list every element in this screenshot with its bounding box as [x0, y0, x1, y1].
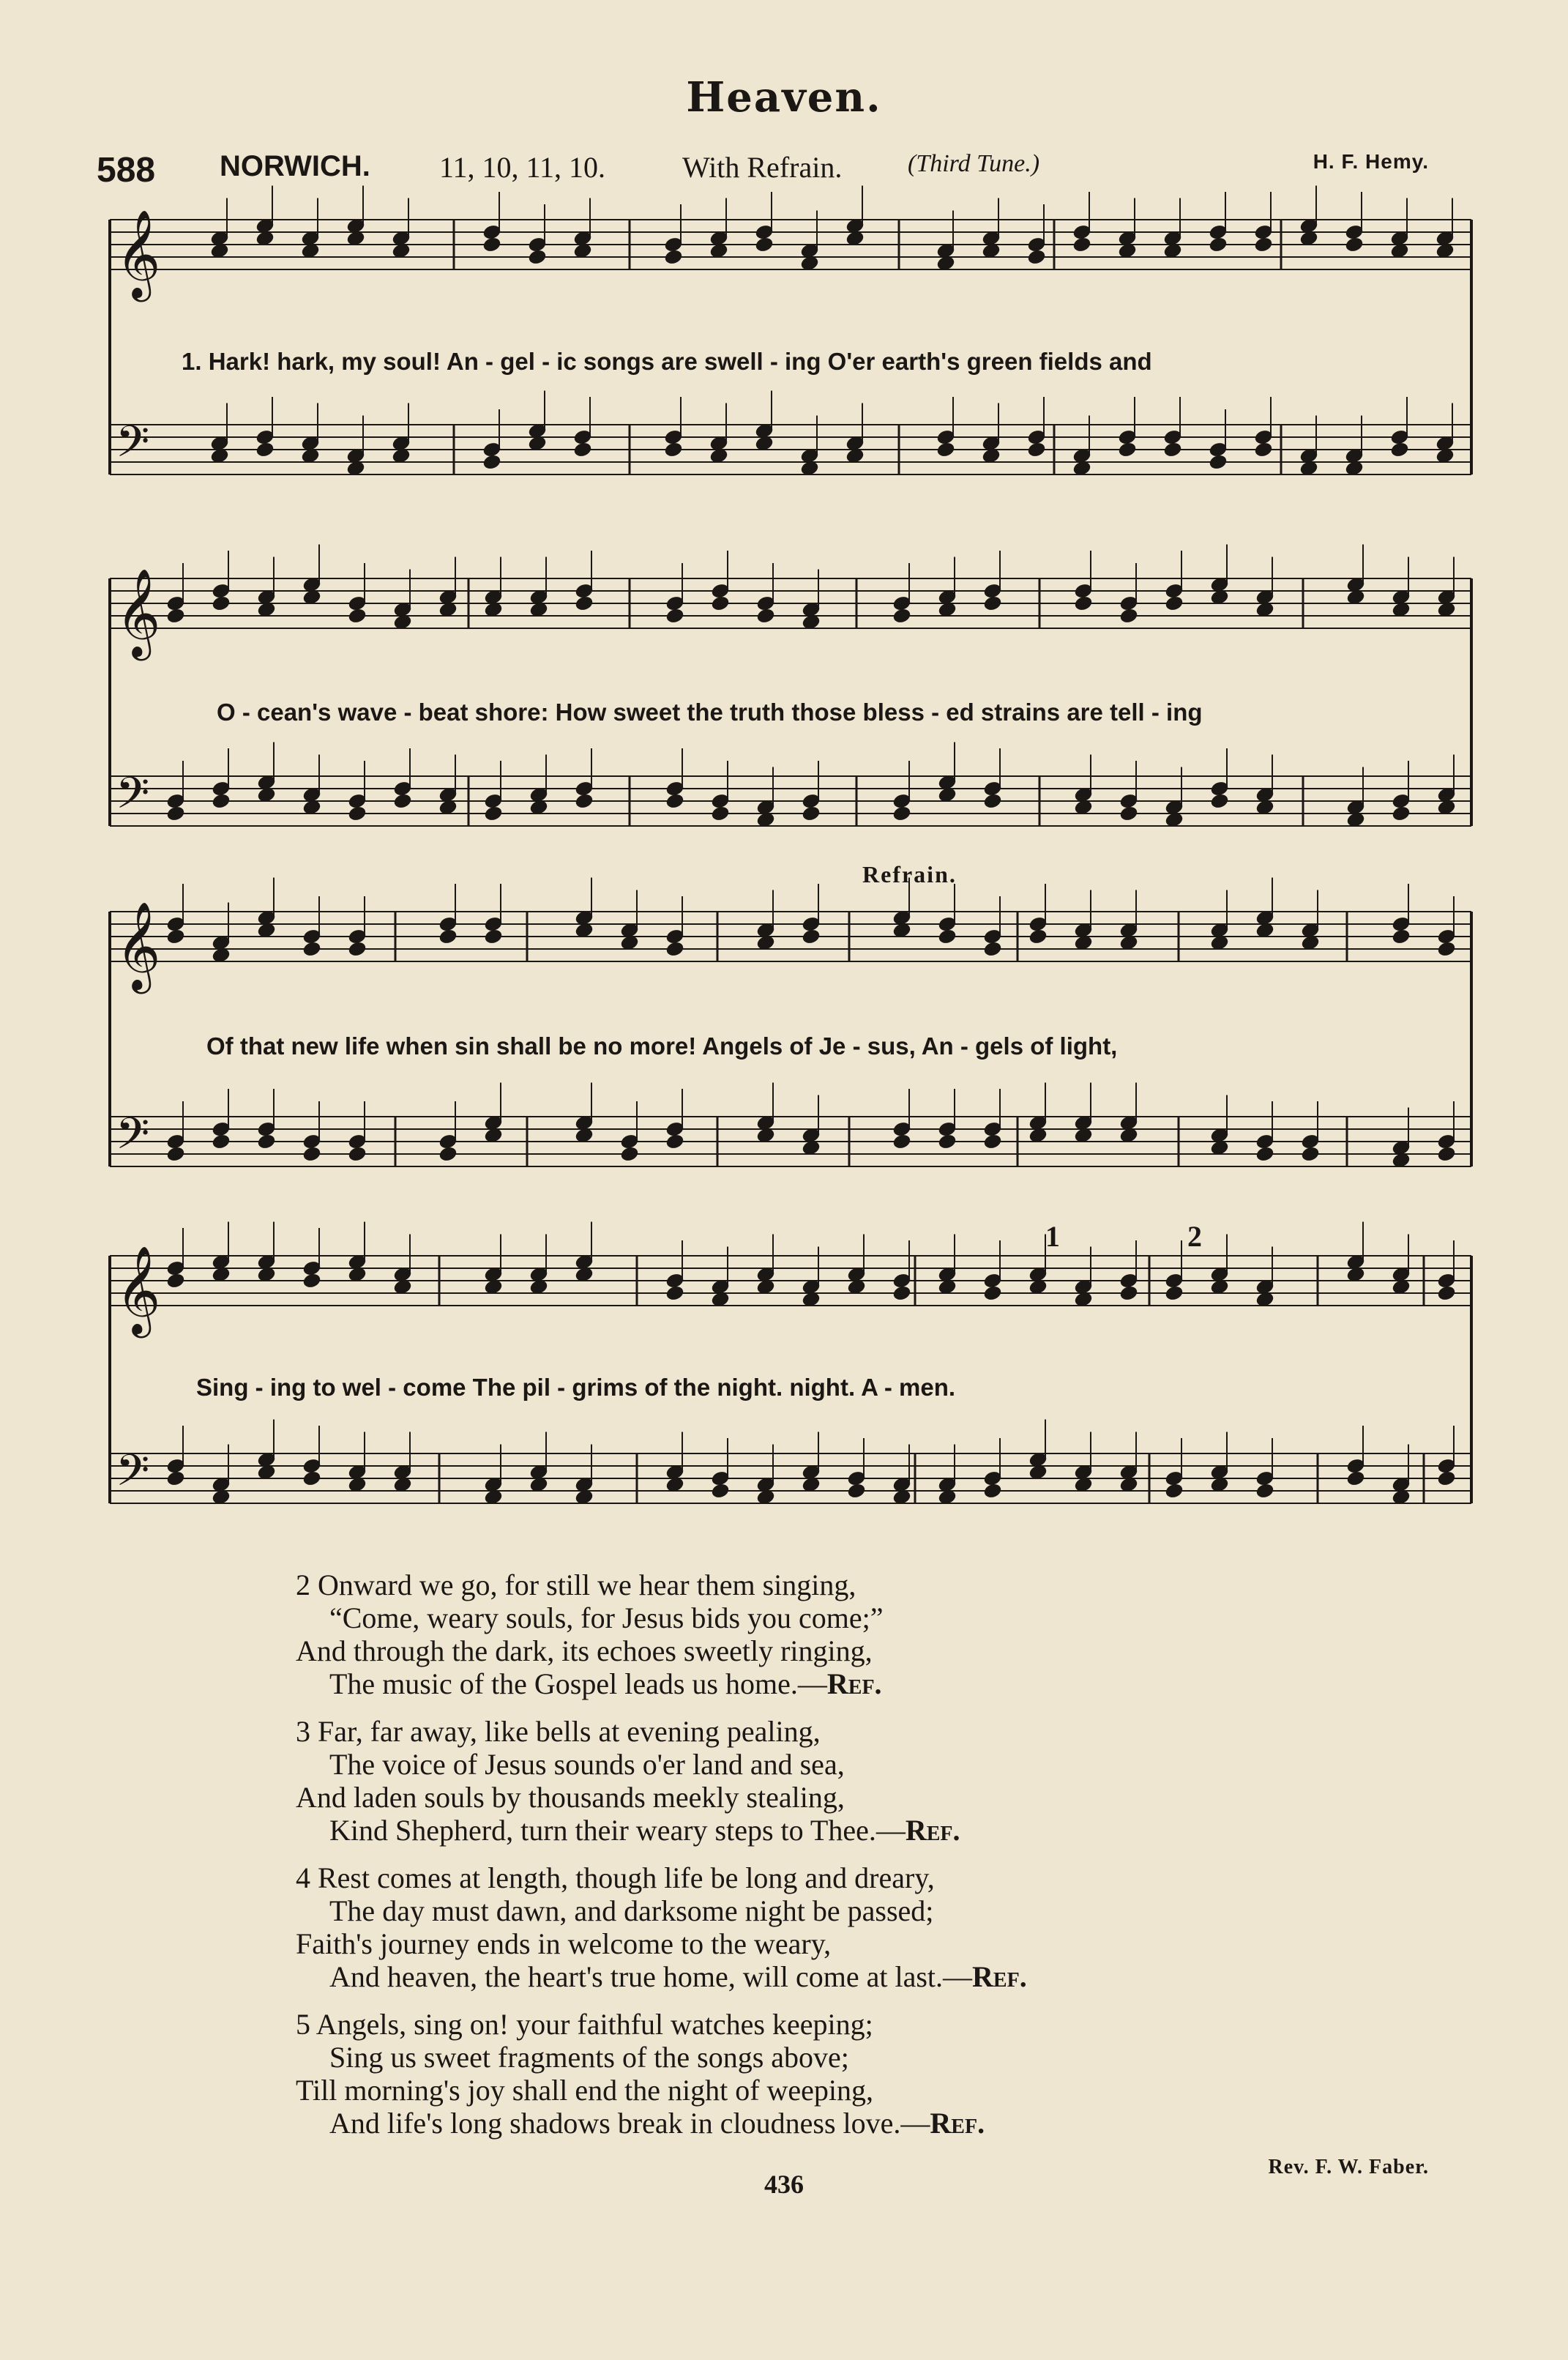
note-head: [1165, 595, 1184, 612]
verse-line: [296, 1814, 1438, 1847]
verse-line: Till morning's joy shall end the night of weeping,: [296, 2074, 874, 2107]
note-head: [983, 595, 1002, 612]
note-head: [711, 1483, 730, 1500]
note-head: [1119, 1285, 1138, 1302]
treble-clef-icon: 𝄞: [116, 1245, 161, 1334]
lyric-line: Of that new life when sin shall be no more! Angels of Je - sus, An - gels of light,: [206, 1032, 1118, 1060]
note-head: [847, 1483, 866, 1500]
note-head: [1255, 1483, 1274, 1500]
note-head: [802, 805, 821, 822]
note-head: [983, 1285, 1002, 1302]
verse-line: 4 Rest comes at length, though life be long and dreary,: [296, 1861, 935, 1894]
note-head: [620, 1146, 639, 1163]
verse-text: Kind Shepherd, turn their weary steps to Thee.—: [329, 1814, 906, 1847]
stanza: [296, 1568, 1438, 1700]
note-head: [892, 805, 911, 822]
note-head: [1072, 237, 1091, 253]
note-head: [1255, 1146, 1274, 1163]
tune-note: (Third Tune.): [908, 150, 1040, 177]
note-head: [892, 1285, 911, 1302]
note-head: [1437, 1285, 1456, 1302]
refrain-marker: Ref.: [972, 1960, 1027, 1993]
verse-line: 3 Far, far away, like bells at evening pealing,: [296, 1715, 821, 1748]
stanza: [296, 2008, 1438, 2140]
note-head: [166, 928, 185, 945]
note-head: [665, 941, 684, 958]
note-head: [665, 793, 684, 810]
verse-line: “Come, weary souls, for Jesus bids you come;”: [329, 1601, 884, 1634]
note-head: [664, 442, 683, 458]
note-head: [1254, 442, 1273, 458]
verse-line: 5 Angels, sing on! your faithful watches keeping;: [296, 2008, 873, 2041]
note-head: [664, 249, 683, 266]
note-head: [1392, 928, 1411, 945]
verse-text: And life's long shadows break in cloudness love.—: [329, 2107, 930, 2140]
note-head: [1163, 442, 1182, 458]
verse-line: Sing us sweet fragments of the songs above;: [329, 2041, 849, 2074]
verse-line: Faith's journey ends in welcome to the weary,: [296, 1927, 832, 1960]
note-head: [257, 1134, 276, 1150]
refrain-marker: Ref.: [826, 1667, 882, 1700]
verse-line: [296, 1667, 1438, 1700]
note-head: [983, 941, 1002, 958]
section-title: Heaven.: [686, 73, 882, 122]
composer: H. F. Hemy.: [1313, 150, 1429, 173]
note-head: [484, 805, 503, 822]
hymn-number: 588: [97, 151, 156, 190]
lyric-line: Sing - ing to wel - come The pil - grims of the night. night. A - men.: [196, 1374, 956, 1401]
note-head: [438, 1146, 458, 1163]
note-head: [1346, 1470, 1365, 1487]
note-head: [302, 1273, 321, 1289]
note-head: [255, 442, 275, 458]
note-head: [1119, 805, 1138, 822]
note-head: [438, 928, 458, 945]
note-head: [1165, 1483, 1184, 1500]
note-head: [665, 608, 684, 625]
stanza: [296, 1715, 1438, 1847]
note-head: [1074, 595, 1093, 612]
note-head: [802, 928, 821, 945]
note-head: [1209, 237, 1228, 253]
note-head: [573, 442, 592, 458]
note-head: [936, 442, 955, 458]
note-head: [166, 608, 185, 625]
author: Rev. F. W. Faber.: [1268, 2156, 1429, 2178]
note-head: [1209, 454, 1228, 471]
note-head: [302, 1146, 321, 1163]
refrain-label: Refrain.: [862, 861, 957, 887]
refrain-note: With Refrain.: [682, 151, 843, 184]
note-head: [665, 1285, 684, 1302]
note-head: [711, 805, 730, 822]
note-head: [711, 595, 730, 612]
bass-clef-icon: 𝄢: [116, 1108, 150, 1169]
note-head: [983, 793, 1002, 810]
note-head: [166, 805, 185, 822]
verse-line: And through the dark, its echoes sweetly ringing,: [296, 1634, 873, 1667]
verse-text: The music of the Gospel leads us home.—: [329, 1667, 827, 1700]
note-head: [1028, 928, 1048, 945]
note-head: [1437, 1470, 1456, 1487]
note-head: [348, 1146, 367, 1163]
meter: 11, 10, 11, 10.: [439, 151, 606, 184]
note-head: [348, 805, 367, 822]
stanza: [296, 1861, 1438, 1993]
treble-clef-icon: 𝄞: [116, 209, 161, 298]
note-head: [1345, 237, 1364, 253]
note-head: [938, 1134, 957, 1150]
note-head: [528, 249, 547, 266]
verse-line: 2 Onward we go, for still we hear them singing,: [296, 1568, 856, 1601]
note-head: [756, 608, 775, 625]
note-head: [166, 1470, 185, 1487]
note-head: [484, 928, 503, 945]
note-head: [212, 1134, 231, 1150]
note-head: [212, 793, 231, 810]
note-head: [1301, 1146, 1320, 1163]
bass-clef-icon: 𝄢: [116, 416, 150, 477]
treble-clef-icon: 𝄞: [116, 901, 161, 990]
verse-text: And heaven, the heart's true home, will come at last.—: [329, 1960, 973, 1993]
ending-1-number: 1: [1045, 1220, 1060, 1253]
note-head: [348, 941, 367, 958]
note-head: [1119, 608, 1138, 625]
note-head: [1254, 237, 1273, 253]
bass-clef-icon: 𝄢: [116, 767, 150, 829]
verse-line: The day must dawn, and darksome night be passed;: [329, 1894, 934, 1927]
note-head: [575, 595, 594, 612]
note-head: [302, 941, 321, 958]
note-head: [755, 237, 774, 253]
note-head: [166, 1273, 185, 1289]
note-head: [892, 1134, 911, 1150]
note-head: [1165, 1285, 1184, 1302]
ending-2-number: 2: [1187, 1220, 1202, 1253]
note-head: [348, 608, 367, 625]
note-head: [1118, 442, 1137, 458]
verse-line: The voice of Jesus sounds o'er land and sea,: [329, 1748, 845, 1781]
note-head: [212, 595, 231, 612]
note-head: [938, 928, 957, 945]
note-head: [1027, 249, 1046, 266]
verse-line: [296, 2107, 1438, 2140]
note-head: [482, 237, 501, 253]
note-head: [983, 1134, 1002, 1150]
note-head: [1437, 941, 1456, 958]
tune-name: NORWICH.: [220, 150, 370, 182]
treble-clef-icon: 𝄞: [116, 567, 161, 657]
note-head: [1437, 1146, 1456, 1163]
note-head: [302, 1470, 321, 1487]
verse-line: [296, 1960, 1438, 1993]
bass-clef-icon: 𝄢: [116, 1445, 150, 1506]
lyric-line: O - cean's wave - beat shore: How sweet the truth those bless - ed strains are tell - ing: [217, 699, 1203, 726]
note-head: [1390, 442, 1409, 458]
page-number: 436: [764, 2170, 804, 2199]
note-head: [482, 454, 501, 471]
verse-line: And laden souls by thousands meekly stealing,: [296, 1781, 845, 1814]
verses: [296, 1568, 1438, 2154]
lyric-line: 1. Hark! hark, my soul! An - gel - ic songs are swell - ing O'er earth's green fields and: [182, 348, 1152, 375]
note-head: [575, 793, 594, 810]
note-head: [1392, 805, 1411, 822]
note-head: [166, 1146, 185, 1163]
note-head: [1027, 442, 1046, 458]
refrain-marker: Ref.: [930, 2107, 985, 2140]
note-head: [1210, 793, 1229, 810]
note-head: [665, 1134, 684, 1150]
refrain-marker: Ref.: [905, 1814, 960, 1847]
note-head: [892, 608, 911, 625]
note-head: [983, 1483, 1002, 1500]
note-head: [393, 793, 412, 810]
